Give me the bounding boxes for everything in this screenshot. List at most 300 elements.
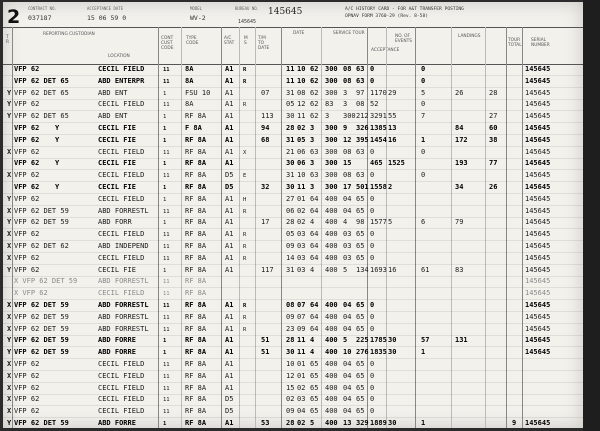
cell-s1: 300 bbox=[325, 171, 338, 180]
cell-ts: 17 bbox=[261, 218, 270, 227]
cell-ser: 145645 bbox=[525, 218, 551, 227]
cell-acc: 16 bbox=[388, 265, 397, 274]
cell-s3: 65 bbox=[356, 312, 365, 321]
col-cont: CONT CUST CODE bbox=[161, 36, 174, 51]
cell-n3: 60 bbox=[489, 124, 498, 132]
cell-s1: 400 bbox=[325, 336, 338, 345]
cell-cnt: 11 bbox=[163, 173, 170, 180]
table-row bbox=[3, 99, 583, 111]
cell-ac: A1 bbox=[225, 253, 234, 262]
cell-s1: 300 bbox=[325, 124, 338, 132]
cell-s1: 400 bbox=[325, 324, 338, 333]
cell-ac: D5 bbox=[225, 407, 234, 416]
cell-type: RF 8A bbox=[185, 218, 207, 227]
cell-cnt: 1 bbox=[163, 421, 167, 427]
cell-d1: 30 bbox=[286, 112, 295, 121]
col-ind: T R bbox=[6, 35, 9, 45]
cell-d3: 62 bbox=[310, 88, 319, 97]
cell-s3: 65 bbox=[356, 360, 365, 368]
cell-type: F 8A bbox=[185, 124, 202, 132]
cell-loc: ABD FORR bbox=[98, 218, 132, 227]
cell-ts: 113 bbox=[261, 112, 274, 121]
cell-loc: ABD FORRE bbox=[98, 419, 136, 427]
cell-d2: 11 bbox=[297, 112, 306, 121]
cell-s3: 98 bbox=[356, 218, 365, 227]
cell-loc: ABD FORRESTL bbox=[98, 312, 149, 321]
cell-unit: VFP 62 DET 59 bbox=[14, 312, 69, 321]
cell-ind: X bbox=[7, 242, 12, 250]
cell-s1: 400 bbox=[325, 348, 338, 357]
table-row bbox=[3, 359, 583, 371]
cell-d3: 3 bbox=[310, 124, 315, 132]
cell-s3: 65 bbox=[356, 242, 365, 250]
cell-unit: VFP 62 DET 59 bbox=[14, 336, 69, 345]
cell-hrs: 0 bbox=[370, 324, 375, 333]
cell-n3: 27 bbox=[489, 112, 498, 121]
cell-s2: 03 bbox=[343, 242, 352, 250]
cell-cnt: 11 bbox=[163, 314, 170, 321]
cell-d2: 12 bbox=[297, 100, 306, 109]
cell-acc: 55 bbox=[388, 112, 397, 121]
cell-hrs: 0 bbox=[370, 76, 375, 85]
cell-type: RF 8A bbox=[185, 135, 207, 144]
cell-ac: A1 bbox=[225, 159, 234, 168]
cell-s1: 400 bbox=[325, 419, 338, 427]
cell-d1: 10 bbox=[286, 360, 295, 368]
table-row bbox=[3, 406, 583, 418]
cell-loc: ABD FORRE bbox=[98, 336, 136, 345]
col-reporting: REPORTING CUSTODIAN bbox=[43, 32, 95, 37]
cell-cnt: 11 bbox=[163, 291, 170, 298]
cell-n4: 9 bbox=[512, 419, 517, 427]
cell-ser: 145645 bbox=[525, 277, 551, 286]
cell-unit: VFP 62 bbox=[14, 183, 40, 191]
cell-d1: 09 bbox=[286, 312, 295, 321]
cell-cnt: 1 bbox=[163, 185, 167, 191]
table-row bbox=[3, 76, 583, 88]
cell-d2: 07 bbox=[297, 301, 306, 309]
cell-cnt: 11 bbox=[163, 102, 170, 109]
cell-s2: 15 bbox=[343, 159, 352, 168]
cell-d2: 03 bbox=[297, 230, 306, 239]
cell-cnt: 11 bbox=[163, 326, 170, 333]
cell-ac: A1 bbox=[225, 265, 234, 274]
cell-type: RF 8A bbox=[185, 183, 207, 191]
cell-loc: ABD INDEPEND bbox=[98, 242, 149, 250]
cell-hrs: 0 bbox=[370, 242, 375, 250]
cell-n2: 172 bbox=[455, 135, 468, 144]
table-row bbox=[3, 300, 583, 312]
cell-cnt: 1 bbox=[163, 220, 167, 227]
cell-hrs: 0 bbox=[370, 371, 375, 380]
cell-ser: 145645 bbox=[525, 147, 551, 156]
cell-n3: 28 bbox=[489, 88, 498, 97]
cell-type: RF 8A bbox=[185, 407, 207, 416]
table-row bbox=[3, 194, 583, 206]
cell-d2: 10 bbox=[297, 171, 306, 180]
cell-d3: 3 bbox=[310, 159, 315, 168]
cell-ac: A1 bbox=[225, 348, 234, 357]
cell-m: X bbox=[243, 149, 247, 156]
cell-type: RF 8A bbox=[185, 383, 207, 392]
cell-s2: 04 bbox=[343, 371, 352, 380]
cell-loc: CECIL FIELD bbox=[98, 65, 145, 73]
cell-d3: 4 bbox=[310, 218, 315, 227]
cell-n2: 84 bbox=[455, 124, 464, 132]
cell-loc: ABD FORRESTL bbox=[98, 277, 149, 286]
cell-loc: CECIL FIELD bbox=[98, 100, 145, 109]
cell-unit: VFP 62 bbox=[14, 371, 40, 380]
cell-d1: 28 bbox=[286, 218, 295, 227]
cell-type: RF 8A bbox=[185, 206, 207, 215]
cell-acc: 30 bbox=[388, 348, 397, 357]
cell-ac: D5 bbox=[225, 171, 234, 180]
cell-d2: 02 bbox=[297, 124, 306, 132]
cell-ind: X bbox=[7, 171, 12, 180]
cell-cnt: 11 bbox=[163, 373, 170, 380]
cell-s2: 3 bbox=[343, 100, 348, 109]
cell-d3: 64 bbox=[310, 312, 319, 321]
cell-type: RF 8A bbox=[185, 265, 207, 274]
table-row bbox=[3, 206, 583, 218]
cell-d1: 30 bbox=[286, 159, 295, 168]
cell-unit: VFP 62 bbox=[14, 159, 40, 168]
cell-ac: A1 bbox=[225, 371, 234, 380]
card-subtitle: OPNAV FORM 3760-29 (Rev. 8-58) bbox=[345, 14, 428, 19]
cell-n3: 38 bbox=[489, 135, 498, 144]
cell-unit: VFP 62 DET 65 bbox=[14, 76, 69, 85]
cell-d3: 64 bbox=[310, 253, 319, 262]
cell-s3: 276 bbox=[356, 348, 369, 357]
cell-loc: ABD FORRE bbox=[98, 348, 136, 357]
cell-cnt: 11 bbox=[163, 255, 170, 262]
cell-n2: 79 bbox=[455, 218, 464, 227]
cell-n2: 83 bbox=[455, 265, 464, 274]
cell-ser: 145645 bbox=[525, 336, 551, 345]
cell-m: R bbox=[243, 303, 247, 309]
cell-d2: 11 bbox=[297, 348, 306, 357]
cell-m: E bbox=[243, 173, 247, 180]
cell-type: RF 8A bbox=[185, 171, 207, 180]
table-row bbox=[3, 217, 583, 229]
accept-date: 15 06 59 0 bbox=[87, 14, 127, 22]
col-acc-hrs: NO. OF EVENTS bbox=[395, 34, 412, 44]
cell-s1: 400 bbox=[325, 194, 338, 203]
cell-ts: 94 bbox=[261, 124, 270, 132]
cell-d3: 4 bbox=[310, 265, 315, 274]
cell-d2: 11 bbox=[297, 336, 306, 345]
cell-d3: 65 bbox=[310, 371, 319, 380]
cell-s1: 300 bbox=[325, 135, 338, 144]
cell-s3: 395 bbox=[356, 135, 369, 144]
cell-ts: 117 bbox=[261, 265, 274, 274]
model: WV-2 bbox=[190, 14, 206, 22]
cell-unit: VFP 62 bbox=[14, 230, 40, 239]
cell-d3: 62 bbox=[310, 112, 319, 121]
cell-cnt: 11 bbox=[163, 149, 170, 156]
cell-ac: A1 bbox=[225, 206, 234, 215]
cell-d2: 01 bbox=[297, 360, 306, 368]
cell-loc: ABD ENTERPR bbox=[98, 76, 145, 85]
cell-y: Y bbox=[55, 124, 60, 132]
cell-ind: X bbox=[7, 230, 12, 239]
cell-type: RF 8A bbox=[185, 395, 207, 404]
cell-unit: VFP 62 bbox=[14, 171, 40, 180]
cell-cnt: 11 bbox=[163, 409, 170, 416]
cell-ser: 145645 bbox=[525, 124, 551, 132]
model-label: MODEL bbox=[190, 6, 203, 11]
cell-s3: 65 bbox=[356, 395, 365, 404]
cell-hrs: 1454 bbox=[370, 135, 387, 144]
cell-m: R bbox=[243, 244, 247, 250]
cell-ser: 145645 bbox=[525, 230, 551, 239]
cell-s2: 08 bbox=[343, 76, 352, 85]
cell-type: RF 8A bbox=[185, 301, 207, 309]
cell-m: R bbox=[243, 208, 247, 215]
cell-d3: 65 bbox=[310, 383, 319, 392]
cell-unit: VFP 62 bbox=[14, 135, 40, 144]
cell-n1: 0 bbox=[421, 147, 426, 156]
cell-s2: 04 bbox=[343, 194, 352, 203]
cell-ind: Y bbox=[7, 88, 12, 97]
cell-ind: X bbox=[7, 383, 12, 392]
cell-ind: Y bbox=[7, 336, 12, 345]
cell-s3: 65 bbox=[356, 407, 365, 416]
cell-d1: 05 bbox=[286, 230, 295, 239]
cell-d1: 11 bbox=[286, 65, 295, 73]
cell-s1: 400 bbox=[325, 301, 338, 309]
cell-s2: 5 bbox=[343, 265, 348, 274]
cell-hrs: 465 bbox=[370, 159, 383, 168]
cell-d1: 09 bbox=[286, 407, 295, 416]
cell-ser: 145645 bbox=[525, 419, 551, 427]
cell-s2: 08 bbox=[343, 171, 352, 180]
cell-s3: 65 bbox=[356, 253, 365, 262]
cell-hrs: 0 bbox=[370, 301, 375, 309]
cell-ser: 145645 bbox=[525, 253, 551, 262]
cell-d2: 07 bbox=[297, 312, 306, 321]
cell-d3: 62 bbox=[310, 100, 319, 109]
cell-ts: 07 bbox=[261, 88, 270, 97]
cell-ac: D5 bbox=[225, 395, 234, 404]
cell-loc: CECIL FIE bbox=[98, 124, 136, 132]
cell-s1: 400 bbox=[325, 265, 338, 274]
cell-d3: 64 bbox=[310, 230, 319, 239]
cell-s2: 04 bbox=[343, 360, 352, 368]
cell-loc: CECIL FIE bbox=[98, 265, 136, 274]
cell-cnt: 11 bbox=[163, 385, 170, 392]
cell-n1: 57 bbox=[421, 336, 430, 345]
cell-d1: 28 bbox=[286, 124, 295, 132]
cell-ind: Y bbox=[7, 419, 12, 427]
cell-n3: 77 bbox=[489, 159, 498, 168]
cell-d3: 3 bbox=[310, 135, 315, 144]
column-headers bbox=[3, 27, 583, 65]
cell-n1: 7 bbox=[421, 112, 426, 121]
cell-s3: 65 bbox=[356, 383, 365, 392]
cell-ac: A1 bbox=[225, 76, 234, 85]
cell-m: R bbox=[243, 255, 247, 262]
cell-loc: ABD FORRESTL bbox=[98, 324, 149, 333]
contract-no-label: CONTRACT NO. bbox=[28, 6, 57, 11]
cell-s1: 300 bbox=[325, 147, 338, 156]
cell-y: Y bbox=[55, 159, 60, 168]
cell-loc: ABD FORRESTL bbox=[98, 206, 149, 215]
cell-type: 8A bbox=[185, 65, 194, 73]
cell-s3: 65 bbox=[356, 230, 365, 239]
cell-hrs: 0 bbox=[370, 194, 375, 203]
cell-cnt: 1 bbox=[163, 267, 167, 274]
cell-ind: X bbox=[7, 360, 12, 368]
cell-loc: ABD ENT bbox=[98, 112, 128, 121]
cell-s2: 04 bbox=[343, 324, 352, 333]
table-row bbox=[3, 229, 583, 241]
cell-ts: 68 bbox=[261, 135, 270, 144]
cell-d2: 02 bbox=[297, 419, 306, 427]
cell-ind: Y bbox=[7, 348, 12, 357]
cell-ser: 145645 bbox=[525, 159, 551, 168]
cell-loc: CECIL FIE bbox=[98, 159, 136, 168]
cell-s2: 04 bbox=[343, 312, 352, 321]
cell-unit: VFP 62 bbox=[14, 360, 40, 368]
cell-cnt: 11 bbox=[163, 244, 170, 250]
cell-type: FSU 10 bbox=[185, 88, 211, 97]
record-rows bbox=[3, 64, 583, 428]
cell-hrs: 52 bbox=[370, 100, 379, 109]
cell-ind: X bbox=[7, 206, 12, 215]
cell-s1: 400 bbox=[325, 230, 338, 239]
cell-s2: 03 bbox=[343, 253, 352, 262]
table-row bbox=[3, 253, 583, 265]
cell-ac: A1 bbox=[225, 360, 234, 368]
cell-ser: 145645 bbox=[525, 194, 551, 203]
cell-cnt: 11 bbox=[163, 208, 170, 215]
cell-hrs: 0 bbox=[370, 230, 375, 239]
table-row bbox=[3, 265, 583, 277]
cell-unit: VFP 62 bbox=[14, 265, 40, 274]
cell-unit: VFP 62 bbox=[14, 253, 40, 262]
cell-s1: 400 bbox=[325, 360, 338, 368]
cell-n2: 193 bbox=[455, 159, 468, 168]
cell-n1: 1 bbox=[421, 419, 426, 427]
cell-d3: 4 bbox=[310, 348, 315, 357]
cell-s2: 04 bbox=[343, 206, 352, 215]
cell-unit: X VFP 62 bbox=[14, 289, 48, 298]
cell-s2: 3 bbox=[343, 88, 348, 97]
cell-n1: 1 bbox=[421, 348, 426, 357]
cell-d1: 14 bbox=[286, 253, 295, 262]
cell-s3: 326 bbox=[356, 124, 369, 132]
cell-type: 8A bbox=[185, 76, 194, 85]
cell-type: RF 8A bbox=[185, 242, 207, 250]
cell-d2: 03 bbox=[297, 253, 306, 262]
cell-d1: 31 bbox=[286, 88, 295, 97]
cell-loc: CECIL FIELD bbox=[98, 383, 145, 392]
cell-hrs: 1785 bbox=[370, 336, 387, 345]
table-row bbox=[3, 158, 583, 170]
cell-loc: CECIL FIE bbox=[98, 183, 136, 191]
cell-s3: 97 bbox=[356, 88, 365, 97]
cell-ser: 145645 bbox=[525, 242, 551, 250]
table-row bbox=[3, 170, 583, 182]
col-serial: SERIAL NUMBER bbox=[531, 38, 550, 48]
col-hrs-tot: T/M TO DATE bbox=[258, 36, 270, 51]
cell-type: RF 8A bbox=[185, 277, 207, 286]
cell-s2: 03 bbox=[343, 230, 352, 239]
cell-acc: 29 bbox=[388, 88, 397, 97]
table-row bbox=[3, 394, 583, 406]
table-row bbox=[3, 418, 583, 428]
table-row bbox=[3, 335, 583, 347]
cell-s2: 17 bbox=[343, 183, 352, 191]
cell-type: RF 8A bbox=[185, 147, 207, 156]
cell-d1: 28 bbox=[286, 336, 295, 345]
acceptance-label: ACCEPTANCE DATE bbox=[87, 6, 124, 11]
cell-s3: 65 bbox=[356, 324, 365, 333]
cell-s3: 63 bbox=[356, 76, 365, 85]
cell-s3: 63 bbox=[356, 147, 365, 156]
table-row bbox=[3, 241, 583, 253]
page-number: 2 bbox=[7, 6, 21, 28]
cell-d1: 23 bbox=[286, 324, 295, 333]
cell-d1: 09 bbox=[286, 242, 295, 250]
col-location: LOCATION bbox=[108, 54, 130, 59]
history-card-sheet bbox=[3, 2, 583, 428]
cell-m: R bbox=[243, 78, 247, 85]
cell-unit: VFP 62 DET 59 bbox=[14, 419, 69, 427]
cell-loc: CECIL FIELD bbox=[98, 395, 145, 404]
cell-type: RF 8A bbox=[185, 371, 207, 380]
cell-loc: ABD ENT bbox=[98, 88, 128, 97]
cell-s2: 10 bbox=[343, 348, 352, 357]
cell-ind: X bbox=[7, 312, 12, 321]
cell-ind: X bbox=[7, 324, 12, 333]
cell-s1: 400 bbox=[325, 242, 338, 250]
cell-hrs: 0 bbox=[370, 395, 375, 404]
cell-type: RF 8A bbox=[185, 360, 207, 368]
cell-unit: VFP 62 DET 59 bbox=[14, 206, 69, 215]
cell-d2: 08 bbox=[297, 88, 306, 97]
cell-type: RF 8A bbox=[185, 253, 207, 262]
cell-ser: 145645 bbox=[525, 265, 551, 274]
cell-s2: 08 bbox=[343, 147, 352, 156]
cell-d3: 63 bbox=[310, 171, 319, 180]
cell-type: 8A bbox=[185, 100, 194, 109]
cell-ac: A1 bbox=[225, 135, 234, 144]
cell-d1: 21 bbox=[286, 147, 295, 156]
cell-n2: 131 bbox=[455, 336, 468, 345]
cell-ind: Y bbox=[7, 265, 12, 274]
cell-s1: 400 bbox=[325, 371, 338, 380]
table-row bbox=[3, 288, 583, 300]
cell-ser: 145645 bbox=[525, 171, 551, 180]
cell-d1: 02 bbox=[286, 395, 295, 404]
cell-type: RF 8A bbox=[185, 419, 207, 427]
cell-d3: 64 bbox=[310, 324, 319, 333]
cell-d1: 31 bbox=[286, 135, 295, 144]
cell-d3: 62 bbox=[310, 76, 319, 85]
cell-cnt: 1 bbox=[163, 126, 167, 132]
table-row bbox=[3, 324, 583, 336]
cell-ser: 145645 bbox=[525, 88, 551, 97]
cell-d3: 64 bbox=[310, 194, 319, 203]
cell-cnt: 11 bbox=[163, 232, 170, 239]
cell-d2: 10 bbox=[297, 65, 306, 73]
cell-m: H bbox=[243, 196, 247, 203]
cell-hrs: 0 bbox=[370, 407, 375, 416]
cell-n2: 26 bbox=[455, 88, 464, 97]
cell-y: Y bbox=[55, 135, 60, 144]
